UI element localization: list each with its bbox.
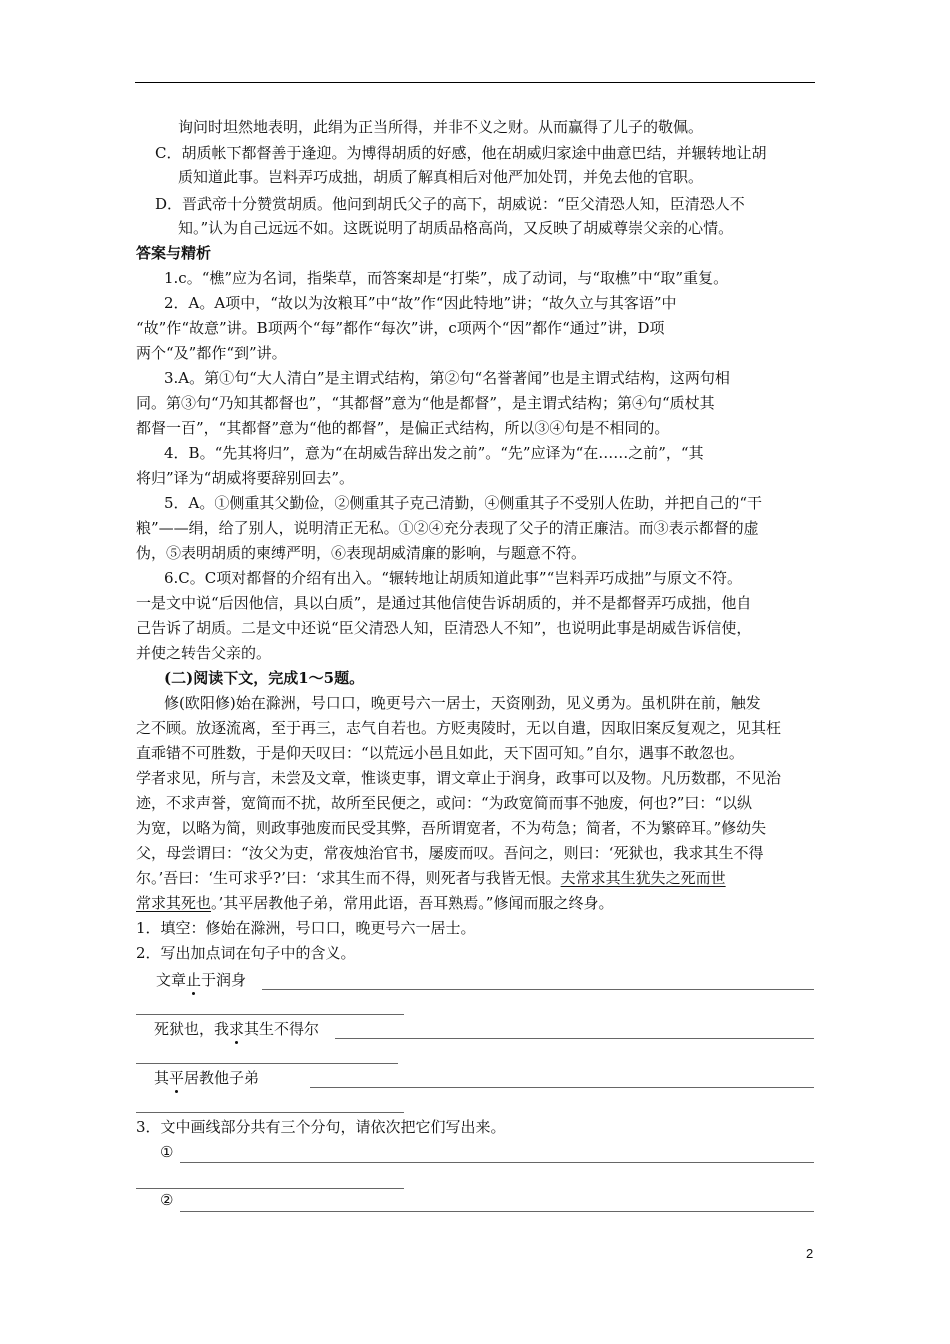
text-line bbox=[164, 493, 844, 513]
text-line bbox=[164, 443, 844, 463]
item-text: 死狱也，我 bbox=[154, 1020, 230, 1038]
section-heading bbox=[136, 243, 816, 263]
answer-blank-line bbox=[136, 1063, 398, 1064]
text-line bbox=[155, 143, 835, 163]
text-line bbox=[136, 643, 816, 663]
line-text: “故”作“故意”讲。B项两个“每”都作“每次”讲，c项两个“因”都作“通过”讲，D项 bbox=[136, 319, 665, 337]
line-text: 1．填空：修始在滁洲，号口口，晚更号六一居士。 bbox=[136, 919, 476, 937]
text-line bbox=[136, 768, 816, 788]
line-text: 。’其平居教他子弟，常用此语，吾耳熟焉。”修闻而服之终身。 bbox=[211, 894, 614, 912]
line-text: 询问时坦然地表明，此绢为正当所得，并非不义之财。从而赢得了儿子的敬佩。 bbox=[178, 118, 704, 136]
text-line bbox=[136, 618, 816, 638]
line-text: 迹，不求声誉，宽简而不扰，故所至民便之，或问：“为政宽简而事不弛废，何也?”曰：“以纵 bbox=[136, 794, 753, 812]
text-line bbox=[136, 543, 816, 563]
text-line bbox=[136, 468, 816, 488]
text-line bbox=[136, 593, 816, 613]
underlined-text: 常求其死也 bbox=[136, 894, 212, 912]
line-text: C．胡质帐下都督善于逢迎。为博得胡质的好感，他在胡威归家途中曲意巴结，并辗转地让胡 bbox=[155, 144, 767, 162]
text-line bbox=[136, 343, 816, 363]
item-text: 其 bbox=[154, 1069, 170, 1087]
answer-blank-line bbox=[136, 1112, 404, 1113]
line-text: D．晋武帝十分赞赏胡质。他问到胡氏父子的高下，胡威说：“臣父清恐人知，臣清恐人不 bbox=[155, 195, 745, 213]
line-text: 直乖错不可胜数，于是仰天叹曰：“以荒远小邑且如此，天下固可知。”自尔，遇事不敢忽也。 bbox=[136, 744, 744, 762]
line-text: 将归”译为“胡威将要辞别回去”。 bbox=[136, 469, 355, 487]
item-text: 文章 bbox=[156, 971, 187, 989]
answer-blank-line bbox=[335, 1038, 814, 1039]
text-line bbox=[136, 918, 816, 938]
text-line bbox=[136, 743, 816, 763]
line-text: 之不顾。放逐流离，至于再三，志气自若也。方贬夷陵时，无以自遣，因取旧案反复观之，见其枉 bbox=[136, 719, 782, 737]
line-text: 尔。’吾曰：‘生可求乎?’曰：‘求其生而不得，则死者与我皆无恨。 bbox=[136, 869, 561, 887]
text-line bbox=[178, 117, 858, 137]
line-text: 2．A。A项中，“故以为汝粮耳”中“故”作“因此特地”讲；“故久立与其客语”中 bbox=[164, 294, 677, 312]
line-text: 粮”——绢，给了别人，说明清正无私。①②④充分表现了父子的清正廉洁。而③表示都督的虚 bbox=[136, 519, 759, 537]
line-text: (二)阅读下文，完成1～5题。 bbox=[164, 669, 365, 687]
line-text: 3.A。第①句“大人清白”是主谓式结构，第②句“名誉著闻”也是主谓式结构，这两句相 bbox=[164, 369, 730, 387]
answer-item bbox=[154, 1068, 834, 1088]
answer-blank-line bbox=[310, 1087, 814, 1088]
text-line bbox=[164, 368, 844, 388]
text-line bbox=[155, 194, 835, 214]
line-text: 一是文中说“后因他信，具以白质”，是通过其他信使告诉胡质的，并不是都督弄巧成拙，他自 bbox=[136, 594, 752, 612]
text-line bbox=[164, 693, 844, 713]
item-label: ① bbox=[160, 1143, 174, 1161]
text-line bbox=[136, 818, 816, 838]
line-text: 都督一百”，“其都督”意为“他的都督”，是偏正式结构，所以③④句是不相同的。 bbox=[136, 419, 670, 437]
text-line bbox=[136, 843, 816, 863]
line-text: 学者求见，所与言，未尝及文章，惟谈吏事，谓文章止于润身，政事可以及物。凡历数郡，不见治 bbox=[136, 769, 782, 787]
text-line bbox=[178, 218, 858, 238]
header-rule bbox=[135, 82, 815, 83]
page-number: 2 bbox=[806, 1246, 814, 1261]
answer-item bbox=[160, 1142, 840, 1162]
dotted-character: 求 bbox=[229, 1020, 245, 1038]
line-text: 两个“及”都作“到”讲。 bbox=[136, 344, 287, 362]
text-line bbox=[178, 167, 858, 187]
line-text: 同。第③句“乃知其都督也”，“其都督”意为“他是都督”，是主谓式结构；第④句“质杖其 bbox=[136, 394, 715, 412]
text-line bbox=[164, 268, 844, 288]
question-text: 3．文中画线部分共有三个分句，请依次把它们写出来。 bbox=[136, 1118, 506, 1136]
answer-blank-line bbox=[180, 1162, 814, 1163]
line-text: 己告诉了胡质。二是文中还说“臣父清恐人知，臣清恐人不知”，也说明此事是胡威告诉信使， bbox=[136, 619, 752, 637]
section-heading bbox=[164, 668, 844, 688]
line-text: 伪，⑤表明胡质的柬缚严明，⑥表现胡威清廉的影响，与题意不符。 bbox=[136, 544, 587, 562]
answer-item bbox=[160, 1190, 840, 1210]
line-text: 答案与精析 bbox=[136, 244, 212, 262]
item-text: 其生不得尔 bbox=[244, 1020, 320, 1038]
text-line bbox=[136, 718, 816, 738]
text-line bbox=[164, 568, 844, 588]
line-text: 并使之转告父亲的。 bbox=[136, 644, 272, 662]
dotted-character: 平 bbox=[169, 1069, 185, 1087]
line-text: 6.C。C项对都督的介绍有出入。“辗转地让胡质知道此事”“岂料弄巧成拙”与原文不符。 bbox=[164, 569, 742, 587]
answer-item bbox=[156, 970, 836, 990]
line-text: 4．B。“先其将归”，意为“在胡威告辞出发之前”。“先”应译为“在……之前”，“其 bbox=[164, 444, 704, 462]
text-line bbox=[136, 793, 816, 813]
line-text: 2．写出加点词在句子中的含义。 bbox=[136, 944, 356, 962]
underlined-text: 夫常求其生犹失之死而世 bbox=[560, 869, 726, 887]
item-text: 于润身 bbox=[201, 971, 247, 989]
answer-blank-line bbox=[262, 989, 814, 990]
line-text: 质知道此事。岂料弄巧成拙，胡质了解真相后对他严加处罚，并免去他的官职。 bbox=[178, 168, 704, 186]
line-text: 5．A。①侧重其父勤俭，②侧重其子克己清勤，④侧重其子不受别人佐助，并把自己的“干 bbox=[164, 494, 763, 512]
line-text: 为宽，以略为简，则政事弛废而民受其弊，吾所谓宽者，不为苟急；简者，不为繁碎耳。”修幼失 bbox=[136, 819, 767, 837]
text-line bbox=[136, 418, 816, 438]
line-text: 父，母尝谓曰：“汝父为吏，常夜烛治官书，屡废而叹。吾问之，则曰：‘死狱也，我求其生不得 bbox=[136, 844, 764, 862]
text-line bbox=[136, 893, 816, 913]
answer-item bbox=[154, 1019, 834, 1039]
answer-blank-line bbox=[136, 1188, 404, 1189]
text-line bbox=[164, 293, 844, 313]
text-line bbox=[136, 943, 816, 963]
question-3 bbox=[136, 1117, 816, 1137]
line-text: 修(欧阳修)始在滁洲，号口口，晚更号六一居士，天资刚劲，见义勇为。虽机阱在前，触发 bbox=[164, 694, 761, 712]
answer-blank-line bbox=[136, 1014, 404, 1015]
text-line bbox=[136, 318, 816, 338]
line-text: 知。”认为自己远远不如。这既说明了胡质品格高尚，又反映了胡威尊崇父亲的心情。 bbox=[178, 219, 734, 237]
item-text: 居教他子弟 bbox=[184, 1069, 260, 1087]
dotted-character: 止 bbox=[186, 971, 202, 989]
text-line bbox=[136, 868, 816, 888]
text-line bbox=[136, 393, 816, 413]
line-text: 1.c。“樵”应为名词，指柴草，而答案却是“打柴”，成了动词，与“取樵”中“取”重复。 bbox=[164, 269, 729, 287]
item-label: ② bbox=[160, 1191, 174, 1209]
answer-blank-line bbox=[180, 1211, 814, 1212]
text-line bbox=[136, 518, 816, 538]
